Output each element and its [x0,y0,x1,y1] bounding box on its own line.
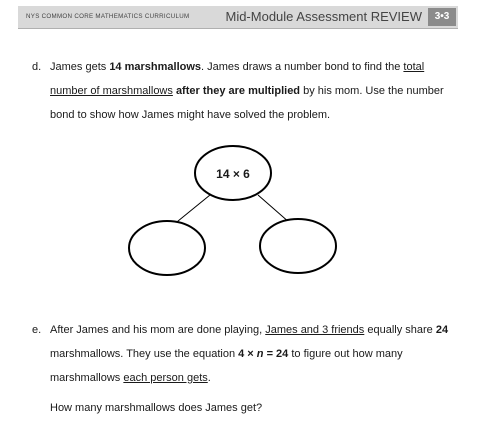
text-run: by his mom. Use the number [300,85,444,97]
equation-variable: n [256,348,264,360]
problem-d-line-1 [50,55,480,79]
number-bond-diagram [120,140,360,280]
underlined-text: James and 3 friends [265,324,365,336]
text-run: to figure out how many [288,348,403,360]
problem-d-line-2 [50,79,480,103]
text-run: marshmallows. They use the equation [50,348,239,360]
text-run: . [207,372,211,384]
bond-whole-label: 14 × 6 [216,167,250,181]
equation-part: = 24 [263,348,289,360]
problem-e-question: How many marshmallows does James get? [50,402,263,414]
underlined-text: each person gets [123,372,208,384]
text-run: . James draws a number bond to find the [201,61,404,73]
underlined-text: number of marshmallows [50,85,173,97]
curriculum-label: NYS COMMON CORE MATHEMATICS CURRICULUM [26,13,190,20]
problem-e-line-1 [50,318,480,342]
text-run: James gets [50,61,110,73]
problem-d-line-3: bond to show how James might have solved the problem. [50,109,331,121]
problem-e-text [50,318,480,420]
problem-d-label: d. [32,61,42,73]
problem-e-line-2 [50,342,480,366]
module-badge: 3•3 [428,8,456,26]
text-run: marshmallows [50,372,124,384]
marshmallow-count: 14 marshmallows [109,61,202,73]
page-header [18,6,458,29]
underlined-text: total [403,61,425,73]
part-circle-left[interactable] [129,221,205,275]
text-run: After James and his mom are done playing, [50,324,266,336]
problem-e-line-3 [50,366,480,390]
equation-part: 4 × [238,348,257,360]
bold-text: after they are multiplied [175,85,301,97]
assessment-title: Mid-Module Assessment REVIEW [225,9,422,24]
problem-e-label: e. [32,324,42,336]
number-bond [120,140,360,280]
problem-d-text [50,55,480,127]
part-circle-right[interactable] [260,219,336,273]
bold-number: 24 [435,324,449,336]
text-run: equally share [364,324,436,336]
